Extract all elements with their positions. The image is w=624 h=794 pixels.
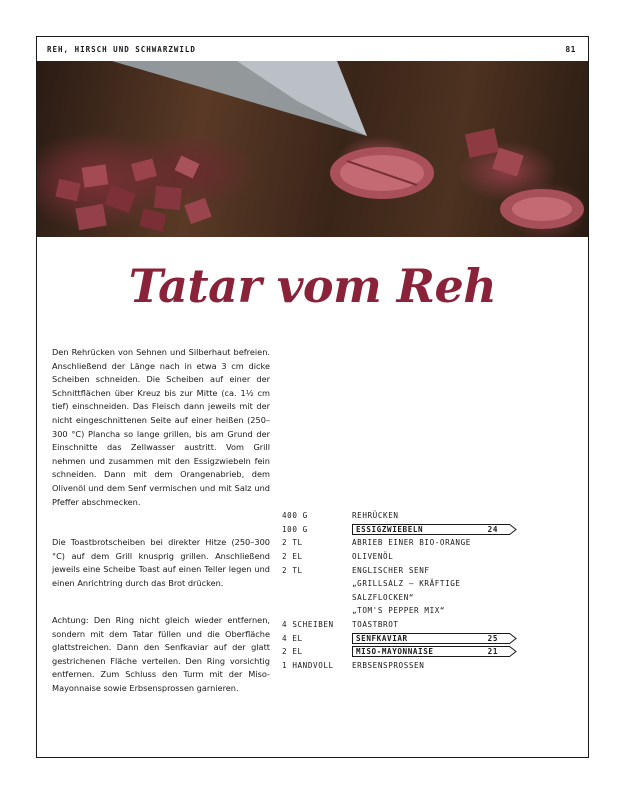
ingredient-quantity: 4 EL — [282, 633, 303, 643]
ingredient-quantity: 2 EL — [282, 552, 303, 562]
method-paragraph-2: Die Toastbrotscheiben bei direkter Hitze (250–300 °C) auf dem Grill knusprig grillen. Anschließend jeweils eine Scheibe Toast auf einen Teller legen und einen Anrichtring durch das Brot drücken. — [52, 537, 270, 588]
diced-meat — [55, 156, 211, 232]
section-title: REH, HIRSCH UND SCHWARZWILD — [47, 44, 196, 54]
ingredient-name: SENFKAVIAR — [356, 633, 408, 643]
ingredient-reference-tag[interactable] — [352, 524, 510, 535]
ingredient-row — [282, 509, 522, 523]
page-header — [37, 37, 588, 61]
ingredient-row — [282, 550, 522, 564]
ingredient-row — [282, 591, 522, 605]
method-paragraph-1: Den Rehrücken von Sehnen und Silberhaut befreien. Anschließend der Länge nach in etwa 3 cm dicke Scheiben schneiden. Die Scheiben auf einer der Schnittflächen über Kreuz bis zur Mitte (ca. 1½ cm tief) einschneiden. Das Fleisch dann jeweils mit der nicht eingeschnittenen Seite auf einer heißen (250–300 °C) Plancha so lange grillen, bis am Grund der Einschnitte das Zellwasser austritt. Vom Grill nehmen und zusammen mit den Essigzwiebeln fein schneiden. Dann mit dem Orangenabrieb, dem Olivenöl und dem Senf vermischen und mit Salz und Pfeffer abschmecken. — [52, 347, 270, 507]
ingredient-name: ENGLISCHER SENF — [352, 565, 430, 575]
ingredient-quantity: 2 TL — [282, 538, 303, 548]
ingredient-name: SALZFLOCKEN“ — [352, 592, 415, 602]
ingredient-name: „GRILLSALZ – KRÄFTIGE — [352, 579, 461, 589]
ingredient-quantity: 1 HANDVOLL — [282, 660, 334, 670]
ingredient-name: ERBSENSPROSSEN — [352, 660, 425, 670]
page-reference: 24 — [487, 524, 498, 534]
ingredient-quantity: 4 SCHEIBEN — [282, 620, 334, 630]
ingredient-row — [282, 523, 522, 537]
ingredient-row — [282, 563, 522, 577]
ingredient-quantity: 100 G — [282, 524, 308, 534]
arrow-tip-icon — [509, 633, 517, 644]
hero-photo — [37, 61, 588, 237]
ingredient-name: MISO-MAYONNAISE — [356, 647, 434, 657]
ingredient-reference-tag[interactable] — [352, 646, 510, 657]
method-paragraph-3: Achtung: Den Ring nicht gleich wieder entfernen, sondern mit dem Tatar füllen und die Oberfläche glattstreichen. Dann den Senfkaviar auf der glatt gestrichenen Fläche verteilen. Den Ring vorsichtig entfernen. Zum Schluss den Turm mit der Miso-Mayonnaise sowie Erbsensprossen garnieren. — [52, 615, 270, 693]
ingredient-row — [282, 577, 522, 591]
ingredient-quantity: 2 EL — [282, 647, 303, 657]
sliced-steak — [330, 147, 434, 199]
page-reference: 21 — [487, 647, 498, 657]
ingredient-name: OLIVENÖL — [352, 552, 394, 562]
ingredient-name: TOASTBROT — [352, 620, 399, 630]
ingredient-row — [282, 604, 522, 618]
ingredient-row — [282, 618, 522, 632]
ingredient-name: „TOM'S PEPPER MIX“ — [352, 606, 446, 616]
ingredient-row — [282, 659, 522, 673]
ingredient-list — [282, 509, 522, 672]
ingredient-quantity: 400 G — [282, 511, 308, 521]
ingredient-name: ABRIEB EINER BIO-ORANGE — [352, 538, 471, 548]
recipe-title: Tatar vom Reh — [128, 259, 497, 313]
arrow-tip-icon — [509, 646, 517, 657]
photo-illustration — [37, 61, 588, 237]
ingredient-row — [282, 645, 522, 659]
ingredient-name: REHRÜCKEN — [352, 511, 399, 521]
arrow-tip-icon — [509, 524, 517, 535]
ingredient-row — [282, 631, 522, 645]
page-reference: 25 — [487, 633, 498, 643]
ingredient-row — [282, 536, 522, 550]
meat-pieces-right — [465, 128, 584, 229]
ingredient-quantity: 2 TL — [282, 565, 303, 575]
page-number: 81 — [565, 44, 576, 54]
ingredient-name: ESSIGZWIEBELN — [356, 524, 424, 534]
ingredient-reference-tag[interactable] — [352, 633, 510, 644]
